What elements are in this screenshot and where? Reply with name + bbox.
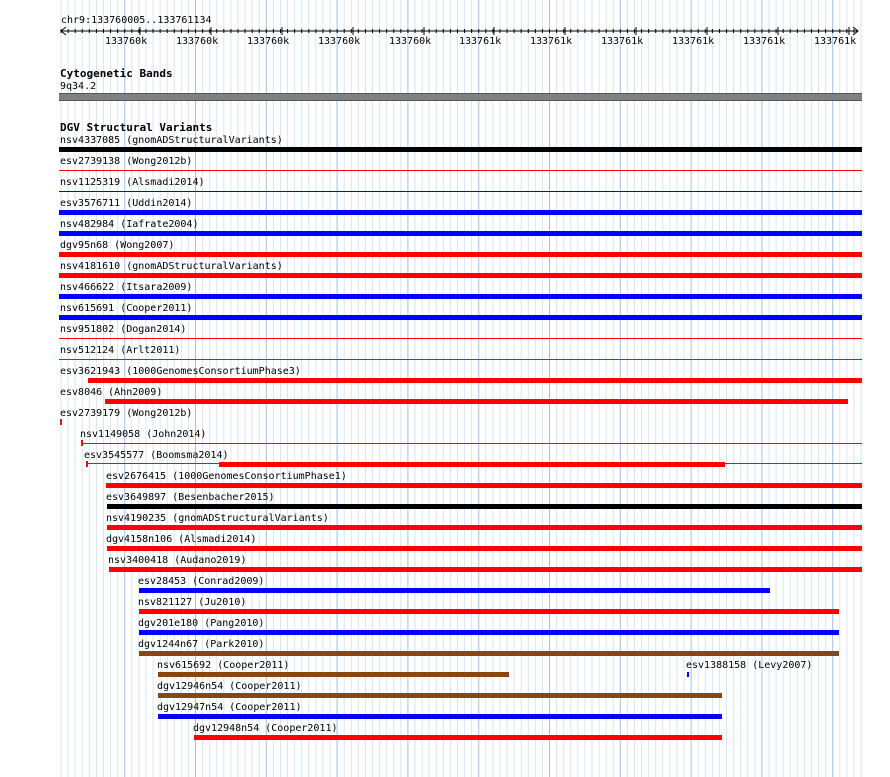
variant-label[interactable]: esv2739138 (Wong2012b) — [60, 156, 193, 167]
variant-label[interactable]: esv3576711 (Uddin2014) — [60, 198, 193, 209]
variant-bar[interactable] — [59, 252, 862, 257]
variant-bar[interactable] — [194, 735, 722, 740]
variant-bar[interactable] — [158, 693, 722, 698]
variant-bar[interactable] — [59, 315, 862, 320]
variant-label[interactable]: esv28453 (Conrad2009) — [138, 576, 265, 587]
variant-label[interactable]: esv8046 (Ahn2009) — [60, 387, 163, 398]
variant-label[interactable]: nsv615692 (Cooper2011) — [157, 660, 290, 671]
variant-label[interactable]: esv3545577 (Boomsma2014) — [84, 450, 229, 461]
variant-label[interactable]: esv2676415 (1000GenomesConsortiumPhase1) — [106, 471, 347, 482]
variant-bar[interactable] — [105, 399, 848, 404]
ruler-tick-label: 133760k — [247, 36, 290, 47]
cytoband-label: 9q34.2 — [60, 81, 97, 92]
variant-label[interactable]: dgv12948n54 (Cooper2011) — [193, 723, 338, 734]
location-label: chr9:133760005..133761134 — [61, 15, 212, 26]
ruler-tick-label: 133760k — [318, 36, 361, 47]
variant-label[interactable]: nsv1125319 (Alsmadi2014) — [60, 177, 205, 188]
variant-label[interactable]: nsv512124 (Arlt2011) — [60, 345, 181, 356]
variant-label[interactable]: nsv3400418 (Audano2019) — [108, 555, 247, 566]
variant-endcap — [81, 440, 83, 446]
variant-label[interactable]: dgv12947n54 (Cooper2011) — [157, 702, 302, 713]
variant-label[interactable]: esv2739179 (Wong2012b) — [60, 408, 193, 419]
variant-label[interactable]: nsv482984 (Iafrate2004) — [60, 219, 199, 230]
variant-bar[interactable] — [59, 147, 862, 152]
variant-bar[interactable] — [158, 672, 509, 677]
variant-label[interactable]: esv3621943 (1000GenomesConsortiumPhase3) — [60, 366, 301, 377]
variant-label[interactable]: nsv1149058 (John2014) — [80, 429, 207, 440]
variant-bar[interactable] — [109, 567, 862, 572]
variant-bar[interactable] — [139, 630, 839, 635]
variant-label[interactable]: dgv95n68 (Wong2007) — [60, 240, 175, 251]
variant-bar[interactable] — [158, 714, 722, 719]
variant-bar[interactable] — [59, 210, 862, 215]
ruler-tick-label: 133760k — [176, 36, 219, 47]
variant-label[interactable]: dgv4158n106 (Alsmadi2014) — [106, 534, 257, 545]
variant-bar[interactable] — [687, 672, 689, 677]
variant-thin-extent — [86, 463, 862, 464]
variant-bar[interactable] — [59, 359, 862, 360]
cytoband-title: Cytogenetic Bands — [60, 67, 173, 80]
variant-label[interactable]: nsv466622 (Itsara2009) — [60, 282, 193, 293]
ruler-tick-label: 133761k — [601, 36, 644, 47]
ruler-tick-label: 133761k — [743, 36, 786, 47]
variant-label[interactable]: esv3649897 (Besenbacher2015) — [106, 492, 275, 503]
variant-bar[interactable] — [107, 525, 862, 530]
variant-label[interactable]: nsv4337085 (gnomADStructuralVariants) — [60, 135, 283, 146]
ruler-tick-label: 133761k — [459, 36, 502, 47]
variant-bar[interactable] — [139, 588, 770, 593]
variant-bar[interactable] — [107, 546, 862, 551]
variant-label[interactable]: nsv4181610 (gnomADStructuralVariants) — [60, 261, 283, 272]
dgv-track-title: DGV Structural Variants — [60, 121, 213, 134]
variant-label[interactable]: nsv951802 (Dogan2014) — [60, 324, 187, 335]
variant-bar[interactable] — [139, 609, 839, 614]
variant-label[interactable]: nsv615691 (Cooper2011) — [60, 303, 193, 314]
variant-label[interactable]: dgv201e180 (Pang2010) — [138, 618, 265, 629]
variant-label[interactable]: nsv4190235 (gnomADStructuralVariants) — [106, 513, 329, 524]
ruler-tick-label: 133761k — [672, 36, 715, 47]
variant-bar[interactable] — [59, 273, 862, 278]
ruler-tick-label: 133761k — [530, 36, 573, 47]
variant-bar[interactable] — [59, 191, 862, 192]
variant-label[interactable]: nsv821127 (Ju2010) — [138, 597, 247, 608]
variant-endcap — [60, 419, 62, 425]
variant-bar[interactable] — [81, 443, 862, 444]
variant-bar[interactable] — [88, 378, 862, 383]
cytoband-bar[interactable] — [59, 93, 862, 101]
variant-bar[interactable] — [59, 170, 862, 171]
variant-bar[interactable] — [59, 338, 862, 339]
variant-bar[interactable] — [59, 231, 862, 236]
ruler-tick-label: 133760k — [105, 36, 148, 47]
ruler[interactable] — [0, 0, 890, 60]
variant-label[interactable]: dgv12946n54 (Cooper2011) — [157, 681, 302, 692]
variant-bar[interactable] — [59, 294, 862, 299]
variant-label[interactable]: dgv1244n67 (Park2010) — [138, 639, 265, 650]
variant-bar[interactable] — [139, 651, 839, 656]
variant-label[interactable]: esv1388158 (Levy2007) — [686, 660, 813, 671]
ruler-tick-label: 133761k — [814, 36, 857, 47]
variant-bar[interactable] — [107, 504, 862, 509]
variant-bar[interactable] — [106, 483, 862, 488]
ruler-tick-label: 133760k — [389, 36, 432, 47]
variant-endcap — [86, 461, 88, 467]
